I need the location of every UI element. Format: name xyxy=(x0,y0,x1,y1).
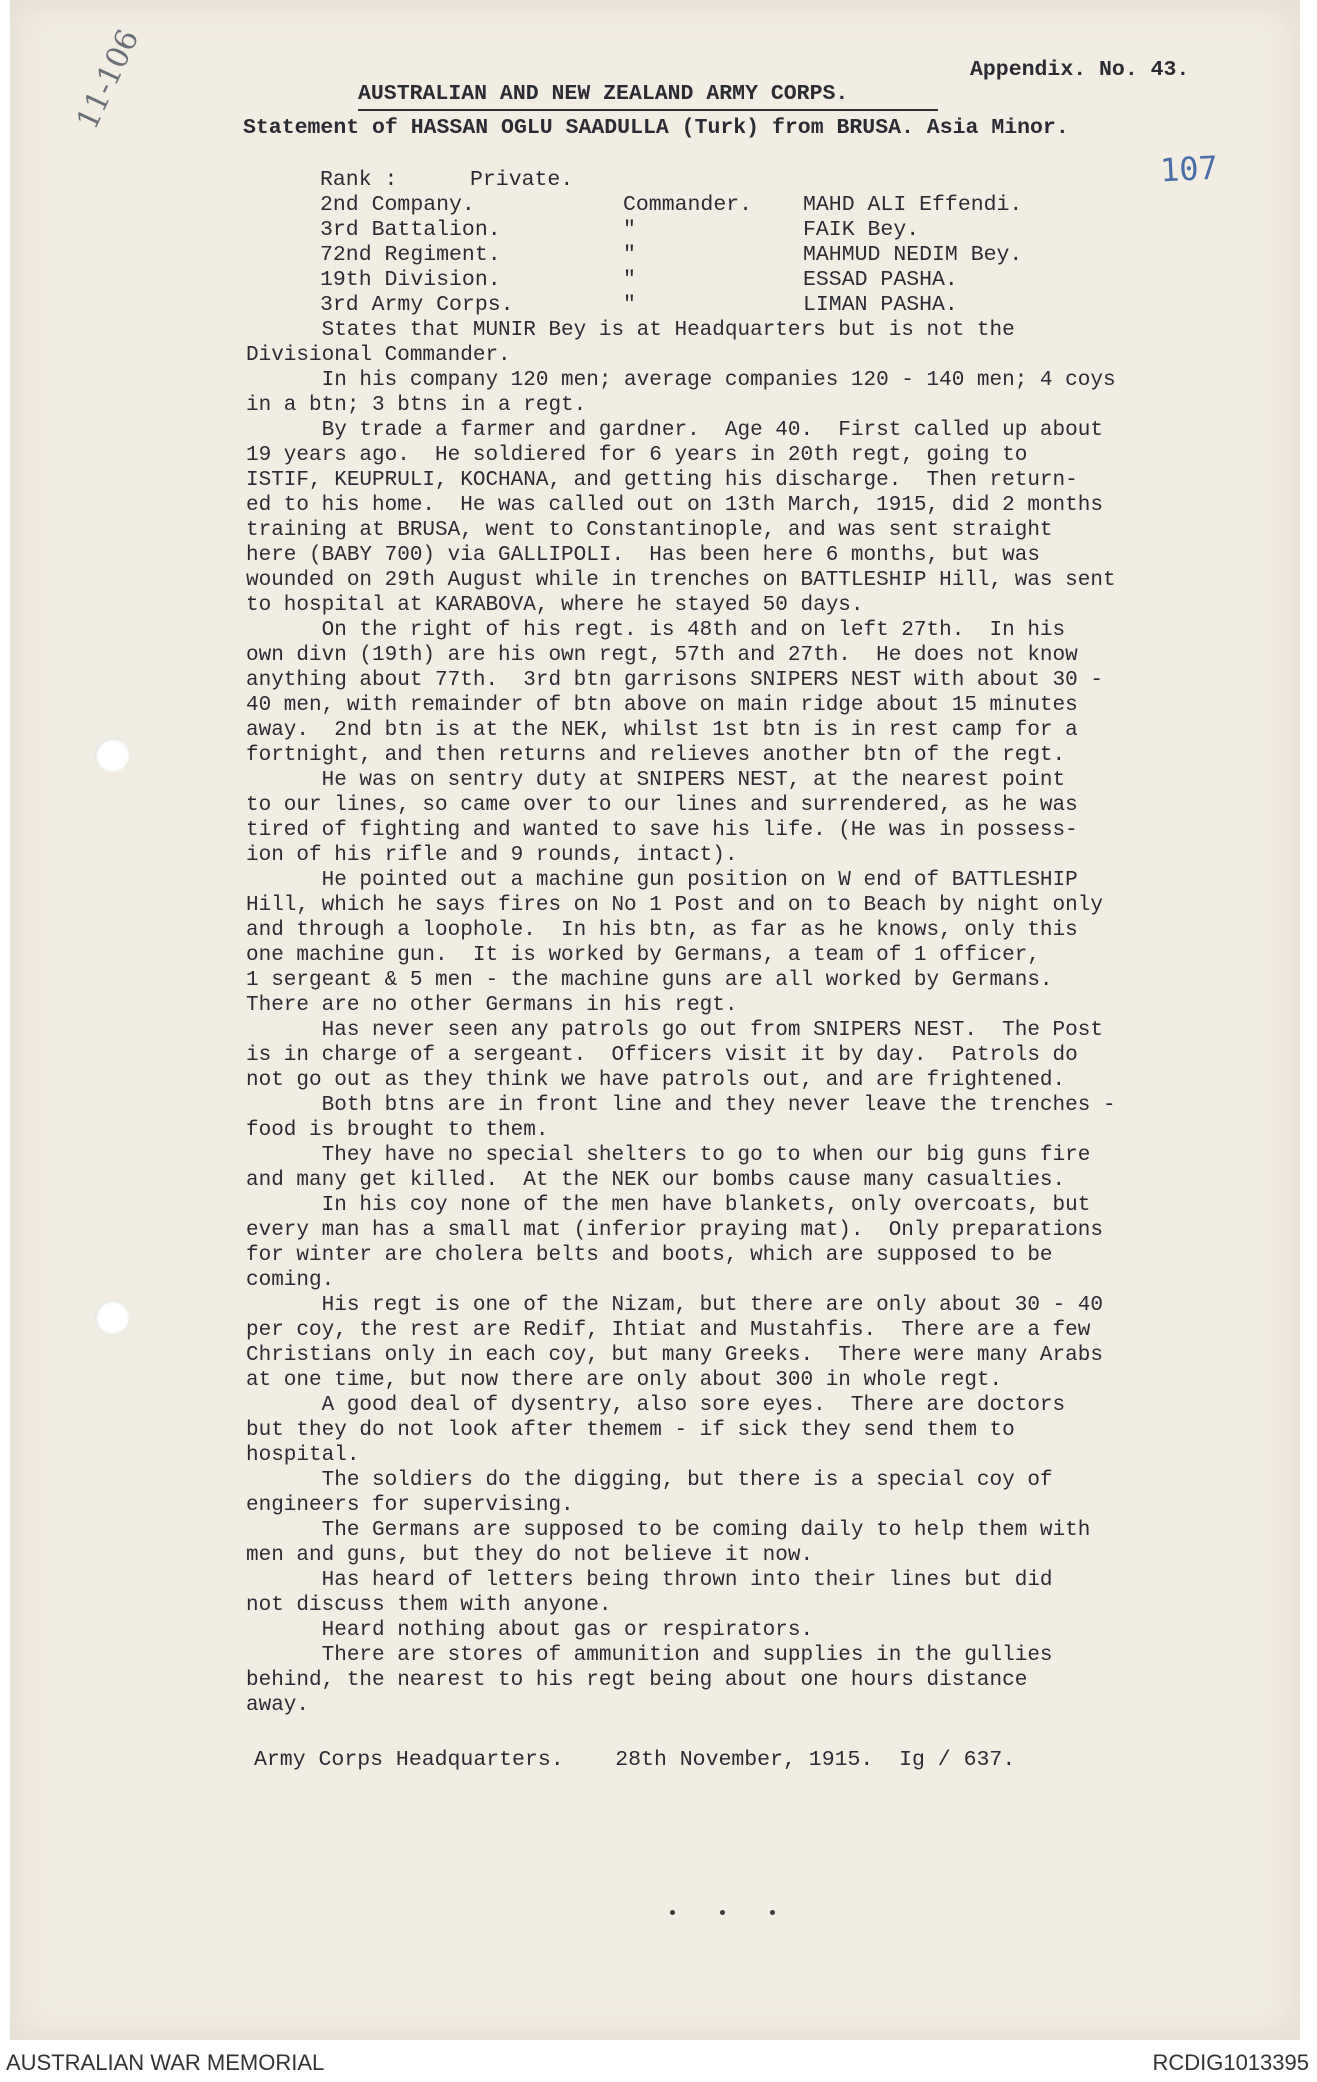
body-line: engineers for supervising. xyxy=(246,1494,574,1517)
body-line: away. 2nd btn is at the NEK, whilst 1st btn is in rest camp for a xyxy=(246,719,1078,742)
body-line: ISTIF, KEUPRULI, KOCHANA, and getting his discharge. Then return- xyxy=(246,469,1078,492)
body-line: Hill, which he says fires on No 1 Post and on to Beach by night only xyxy=(246,894,1103,917)
body-line: Both btns are in front line and they never leave the trenches - xyxy=(246,1094,1116,1117)
body-line: not go out as they think we have patrols out, and are frightened. xyxy=(246,1069,1066,1092)
unit-row xyxy=(10,243,1310,268)
punch-hole-bottom xyxy=(95,1300,129,1334)
body-line: and many get killed. At the NEK our bombs cause many casualties. xyxy=(246,1169,1066,1192)
body-line: In his coy none of the men have blankets, only overcoats, but xyxy=(246,1194,1091,1217)
body-line: one machine gun. It is worked by Germans, a team of 1 officer, xyxy=(246,944,1040,967)
body-line: coming. xyxy=(246,1269,335,1292)
body-line: for winter are cholera belts and boots, which are supposed to be xyxy=(246,1244,1053,1267)
body-line: The Germans are supposed to be coming daily to help them with xyxy=(246,1519,1091,1542)
unit-row xyxy=(10,193,1310,218)
body-line: tired of fighting and wanted to save his life. (He was in possess- xyxy=(246,819,1078,842)
body-line: not discuss them with anyone. xyxy=(246,1594,612,1617)
body-line: 19 years ago. He soldiered for 6 years in 20th regt, going to xyxy=(246,444,1028,467)
body-line: fortnight, and then returns and relieves another btn of the regt. xyxy=(246,744,1066,767)
page-number: 107 xyxy=(1159,148,1219,190)
body-line: Christians only in each coy, but many Greeks. There were many Arabs xyxy=(246,1344,1103,1367)
body-line: They have no special shelters to go to when our big guns fire xyxy=(246,1144,1091,1167)
body-line: at one time, but now there are only about 300 in whole regt. xyxy=(246,1369,1003,1392)
body-line: in a btn; 3 btns in a regt. xyxy=(246,394,587,417)
archive-footer xyxy=(0,2042,1317,2082)
body-line: but they do not look after themem - if sick they send them to xyxy=(246,1419,1015,1442)
body-line: On the right of his regt. is 48th and on left 27th. In his xyxy=(246,619,1066,642)
appendix-number: Appendix. No. 43. xyxy=(970,58,1190,82)
body-line: hospital. xyxy=(246,1444,360,1467)
unit-role: " xyxy=(623,268,636,292)
body-line: every man has a small mat (inferior praying mat). Only preparations xyxy=(246,1219,1103,1242)
body-line: wounded on 29th August while in trenches on BATTLESHIP Hill, was sent xyxy=(246,569,1116,592)
body-line: men and guns, but they do not believe it now. xyxy=(246,1544,814,1567)
archive-name: AUSTRALIAN WAR MEMORIAL xyxy=(6,2050,325,2075)
body-line: to our lines, so came over to our lines and surrendered, as he was xyxy=(246,794,1078,817)
unit-row xyxy=(10,293,1310,318)
body-line: food is brought to them. xyxy=(246,1119,549,1142)
unit-commander: MAHMUD NEDIM Bey. xyxy=(803,243,1023,267)
unit-commander: MAHD ALI Effendi. xyxy=(803,193,1023,217)
archive-id: RCDIG1013395 xyxy=(1152,2050,1309,2075)
body-line: The soldiers do the digging, but there is a special coy of xyxy=(246,1469,1053,1492)
body-line: His regt is one of the Nizam, but there are only about 30 - 40 xyxy=(246,1294,1103,1317)
unit-commander: FAIK Bey. xyxy=(803,218,920,242)
body-line: training at BRUSA, went to Constantinople, and was sent straight xyxy=(246,519,1053,542)
unit-row xyxy=(10,268,1310,293)
rank-line xyxy=(10,168,1310,193)
unit-commander: LIMAN PASHA. xyxy=(803,293,958,317)
unit-name: 3rd Battalion. xyxy=(320,218,501,242)
document-heading: AUSTRALIAN AND NEW ZEALAND ARMY CORPS. xyxy=(358,82,849,106)
body-line: States that MUNIR Bey is at Headquarters but is not the xyxy=(246,319,1015,342)
body-line: He pointed out a machine gun position on W end of BATTLESHIP xyxy=(246,869,1078,892)
body-line: to hospital at KARABOVA, where he stayed 50 days. xyxy=(246,594,864,617)
body-line: own divn (19th) are his own regt, 57th and 27th. He does not know xyxy=(246,644,1078,667)
body-line: 1 sergeant & 5 men - the machine guns are all worked by Germans. xyxy=(246,969,1053,992)
heading-underline xyxy=(358,109,938,111)
unit-row xyxy=(10,218,1310,243)
body-line: here (BABY 700) via GALLIPOLI. Has been here 6 months, but was xyxy=(246,544,1040,567)
body-line: is in charge of a sergeant. Officers visit it by day. Patrols do xyxy=(246,1044,1078,1067)
body-line: Divisional Commander. xyxy=(246,344,511,367)
unit-role: " xyxy=(623,218,636,242)
body-line: There are stores of ammunition and supplies in the gullies xyxy=(246,1644,1053,1667)
body-line: 40 men, with remainder of btn above on main ridge about 15 minutes xyxy=(246,694,1078,717)
body-line: behind, the nearest to his regt being about one hours distance xyxy=(246,1669,1028,1692)
body-line: He was on sentry duty at SNIPERS NEST, at the nearest point xyxy=(246,769,1066,792)
unit-commander: ESSAD PASHA. xyxy=(803,268,958,292)
body-line: per coy, the rest are Redif, Ihtiat and Mustahfis. There are a few xyxy=(246,1319,1091,1342)
document-page xyxy=(10,0,1300,2040)
page-dots xyxy=(670,1910,780,1918)
statement-body xyxy=(246,318,1296,1718)
unit-name: 3rd Army Corps. xyxy=(320,293,514,317)
document-footer: Army Corps Headquarters. 28th November, 1915. Ig / 637. xyxy=(254,1748,1016,1772)
body-line: A good deal of dysentry, also sore eyes. There are doctors xyxy=(246,1394,1066,1417)
unit-name: 19th Division. xyxy=(320,268,501,292)
statement-title: Statement of HASSAN OGLU SAADULLA (Turk) from BRUSA. Asia Minor. xyxy=(243,116,1069,140)
unit-role: Commander. xyxy=(623,193,753,217)
body-line: By trade a farmer and gardner. Age 40. First called up about xyxy=(246,419,1103,442)
body-line: Has heard of letters being thrown into their lines but did xyxy=(246,1569,1053,1592)
unit-name: 72nd Regiment. xyxy=(320,243,501,267)
body-line: Has never seen any patrols go out from SNIPERS NEST. The Post xyxy=(246,1019,1103,1042)
rank-value: Private. xyxy=(470,168,574,192)
body-line: In his company 120 men; average companies 120 - 140 men; 4 coys xyxy=(246,369,1116,392)
margin-note: 11-106 xyxy=(70,24,147,135)
body-line: anything about 77th. 3rd btn garrisons SNIPERS NEST with about 30 - xyxy=(246,669,1103,692)
unit-role: " xyxy=(623,243,636,267)
body-line: ed to his home. He was called out on 13th March, 1915, did 2 months xyxy=(246,494,1103,517)
rank-label: Rank : xyxy=(320,168,398,192)
body-line: and through a loophole. In his btn, as far as he knows, only this xyxy=(246,919,1078,942)
body-line: away. xyxy=(246,1694,310,1717)
body-line: There are no other Germans in his regt. xyxy=(246,994,738,1017)
body-line: ion of his rifle and 9 rounds, intact). xyxy=(246,844,738,867)
body-line: Heard nothing about gas or respirators. xyxy=(246,1619,814,1642)
unit-name: 2nd Company. xyxy=(320,193,475,217)
punch-hole-top xyxy=(95,738,129,772)
unit-role: " xyxy=(623,293,636,317)
